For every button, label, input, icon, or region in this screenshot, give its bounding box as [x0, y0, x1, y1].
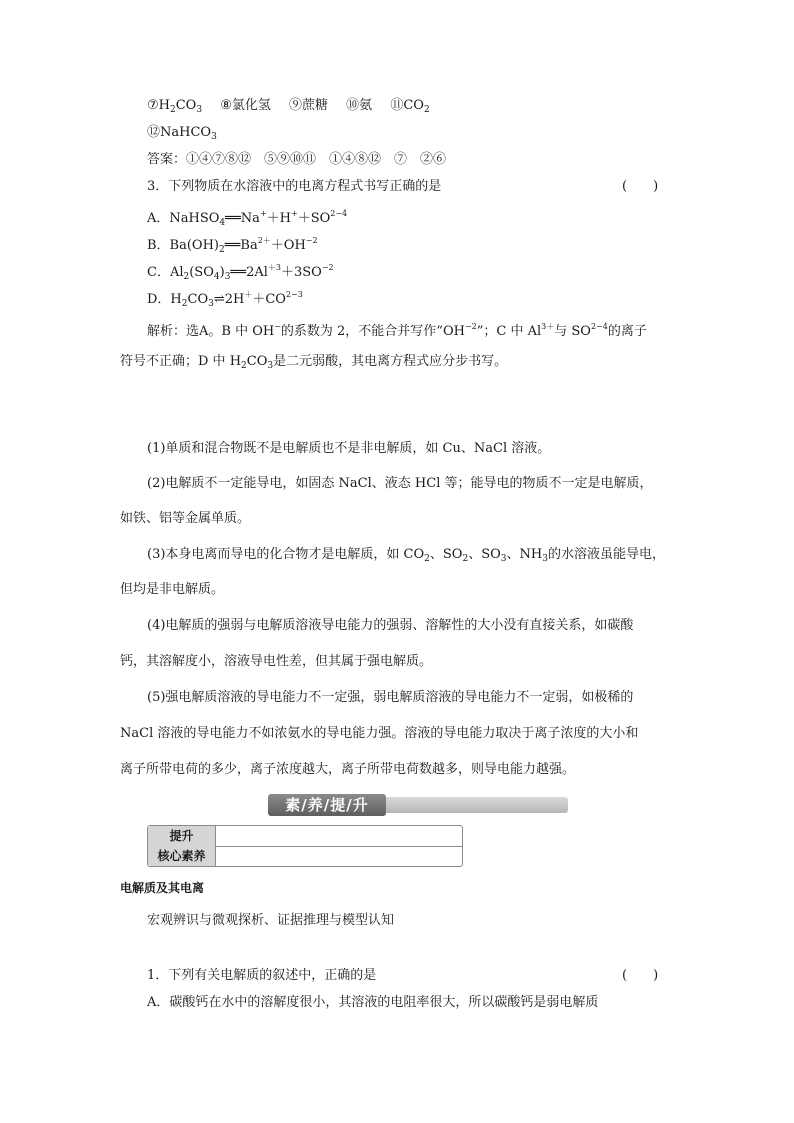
question-1-option-a: A．碳酸钙在水中的溶解度很小，其溶液的电阻率很大，所以碳酸钙是弱电解质	[147, 995, 599, 1010]
superscript: −2	[464, 322, 477, 331]
subscript: 3	[542, 554, 548, 564]
subscript: 2	[423, 105, 430, 115]
text: 的系数为 2，不能合并写作“OH	[280, 324, 465, 339]
note-3-line-1	[147, 546, 665, 568]
subscript: 2	[424, 554, 430, 564]
option-a	[147, 205, 347, 232]
subscript: 2	[181, 299, 188, 309]
text: B．Ba(OH)	[147, 238, 219, 253]
item-list-line-2	[147, 124, 217, 146]
text: ＋3SO	[281, 265, 322, 280]
table-header-cell: 核心素养	[148, 846, 216, 866]
subscript: 2	[241, 361, 247, 371]
superscript: ＋	[244, 290, 253, 299]
text: CO	[187, 292, 209, 307]
subscript: 3	[211, 132, 217, 142]
superscript: −2	[305, 236, 318, 245]
note-5-line-1: (5)强电解质溶液的导电能力不一定强，弱电解质溶液的导电能力不一定弱，如极稀的	[147, 690, 634, 705]
subscript: 3	[196, 105, 203, 115]
text: ＋CO	[252, 292, 286, 307]
text: A．NaHSO	[147, 211, 220, 226]
subscript: 4	[219, 218, 226, 228]
table-row	[148, 826, 462, 847]
subscript: 4	[213, 272, 220, 282]
text: 的离子	[607, 324, 647, 339]
superscript: −2	[321, 263, 334, 272]
note-5-line-3: 离子所带电荷的多少，离子浓度越大，离子所带电荷数越多，则导电能力越强。	[120, 762, 576, 777]
text: 的水溶液虽能导电，	[547, 547, 665, 562]
answer-bracket: ( )	[622, 179, 659, 194]
text: 、SO	[429, 547, 463, 562]
text: ⇌2H	[213, 292, 245, 307]
question-1-stem: 1．下列有关电解质的叙述中，正确的是	[147, 968, 377, 983]
subscript: 3	[208, 299, 214, 309]
text: C．Al	[147, 265, 184, 280]
subscript: 2	[219, 245, 225, 255]
subscript: 3	[267, 361, 274, 371]
item-12: ⑫NaHCO	[147, 125, 212, 140]
item-11: ⑪CO	[390, 98, 424, 113]
subscript: 2	[170, 105, 176, 115]
literacy-table	[147, 825, 463, 867]
analysis-line-2	[120, 353, 507, 375]
note-3-line-2: 但均是非电解质。	[120, 582, 225, 597]
superscript: 2−4	[330, 209, 348, 218]
text: ══2Al	[230, 265, 268, 280]
answer-bracket: ( )	[622, 968, 659, 983]
note-4-line-2: 钙，其溶解度小，溶液导电性差，但其属于强电解质。	[120, 654, 433, 669]
text: ══Ba	[224, 238, 258, 253]
item-7-part: CO	[175, 98, 197, 113]
text: 是二元弱酸，其电离方程式应分步书写。	[273, 354, 508, 369]
note-5-line-2: NaCl 溶液的导电能力不如浓氨水的导电能力强。溶液的导电能力取决于离子浓度的大小和	[120, 726, 639, 741]
note-2-line-2: 如铁、铝等金属单质。	[120, 511, 251, 526]
question-3-stem: 3．下列物质在水溶液中的电离方程式书写正确的是	[147, 179, 442, 194]
section-heading: 电解质及其电离	[120, 881, 205, 895]
superscript: 2−4	[590, 322, 608, 331]
note-2-line-1: (2)电解质不一定能导电，如固态 NaCl、液态 HCl 等；能导电的物质不一定是电解质，	[147, 476, 653, 491]
section-banner-title: 素/养/提/升	[268, 794, 386, 816]
text: ＋SO	[297, 211, 331, 226]
text: 、SO	[468, 547, 501, 562]
analysis-line-1	[147, 318, 647, 341]
text: 与 SO	[554, 324, 591, 339]
superscript: −	[274, 322, 281, 331]
option-b	[147, 232, 318, 259]
text: ＋OH	[270, 238, 306, 253]
text: D．H	[147, 292, 182, 307]
note-4-line-1: (4)电解质的强弱与电解质溶液导电能力的强弱、溶解性的大小没有直接关系，如碳酸	[147, 618, 634, 633]
superscript: 2＋	[257, 236, 271, 245]
option-c	[147, 259, 334, 286]
section-subtitle: 宏观辨识与微观探析、证据推理与模型认知	[147, 913, 395, 928]
text: 、NH	[506, 547, 543, 562]
text: 解析：选A。B 中 OH	[147, 324, 275, 339]
subscript: 2	[462, 554, 469, 564]
table-row	[148, 846, 462, 866]
item-10: ⑩氨	[346, 98, 373, 113]
superscript: ＋3	[267, 263, 281, 272]
subscript: 3	[500, 554, 507, 564]
superscript: +	[259, 209, 267, 218]
item-list-line-1	[147, 97, 430, 119]
text: (SO	[189, 265, 214, 280]
text: (3)本身电离而导电的化合物才是电解质，如 CO	[147, 547, 425, 562]
item-7: ⑦H	[147, 98, 170, 113]
subscript: 3	[224, 272, 231, 282]
text: ＋H	[266, 211, 291, 226]
superscript: 2−3	[285, 290, 303, 299]
option-d	[147, 286, 303, 313]
superscript: 3＋	[541, 322, 555, 331]
item-9: ⑨蔗糖	[289, 98, 329, 113]
text: ══Na	[225, 211, 260, 226]
text: ”；C 中 Al	[476, 324, 542, 339]
subscript: 2	[183, 272, 190, 282]
answer-line: 答案：①④⑦⑧⑫ ⑤⑨⑩⑪ ①④⑧⑫ ⑦ ②⑥	[147, 152, 447, 167]
text: CO	[246, 354, 268, 369]
item-8: ⑧氯化氢	[220, 98, 271, 113]
text: 符号不正确；D 中 H	[120, 354, 242, 369]
table-header-cell: 提升	[148, 826, 216, 846]
note-1: (1)单质和混合物既不是电解质也不是非电解质，如 Cu、NaCl 溶液。	[147, 441, 551, 456]
text: )	[219, 265, 225, 280]
superscript: +	[290, 209, 298, 218]
